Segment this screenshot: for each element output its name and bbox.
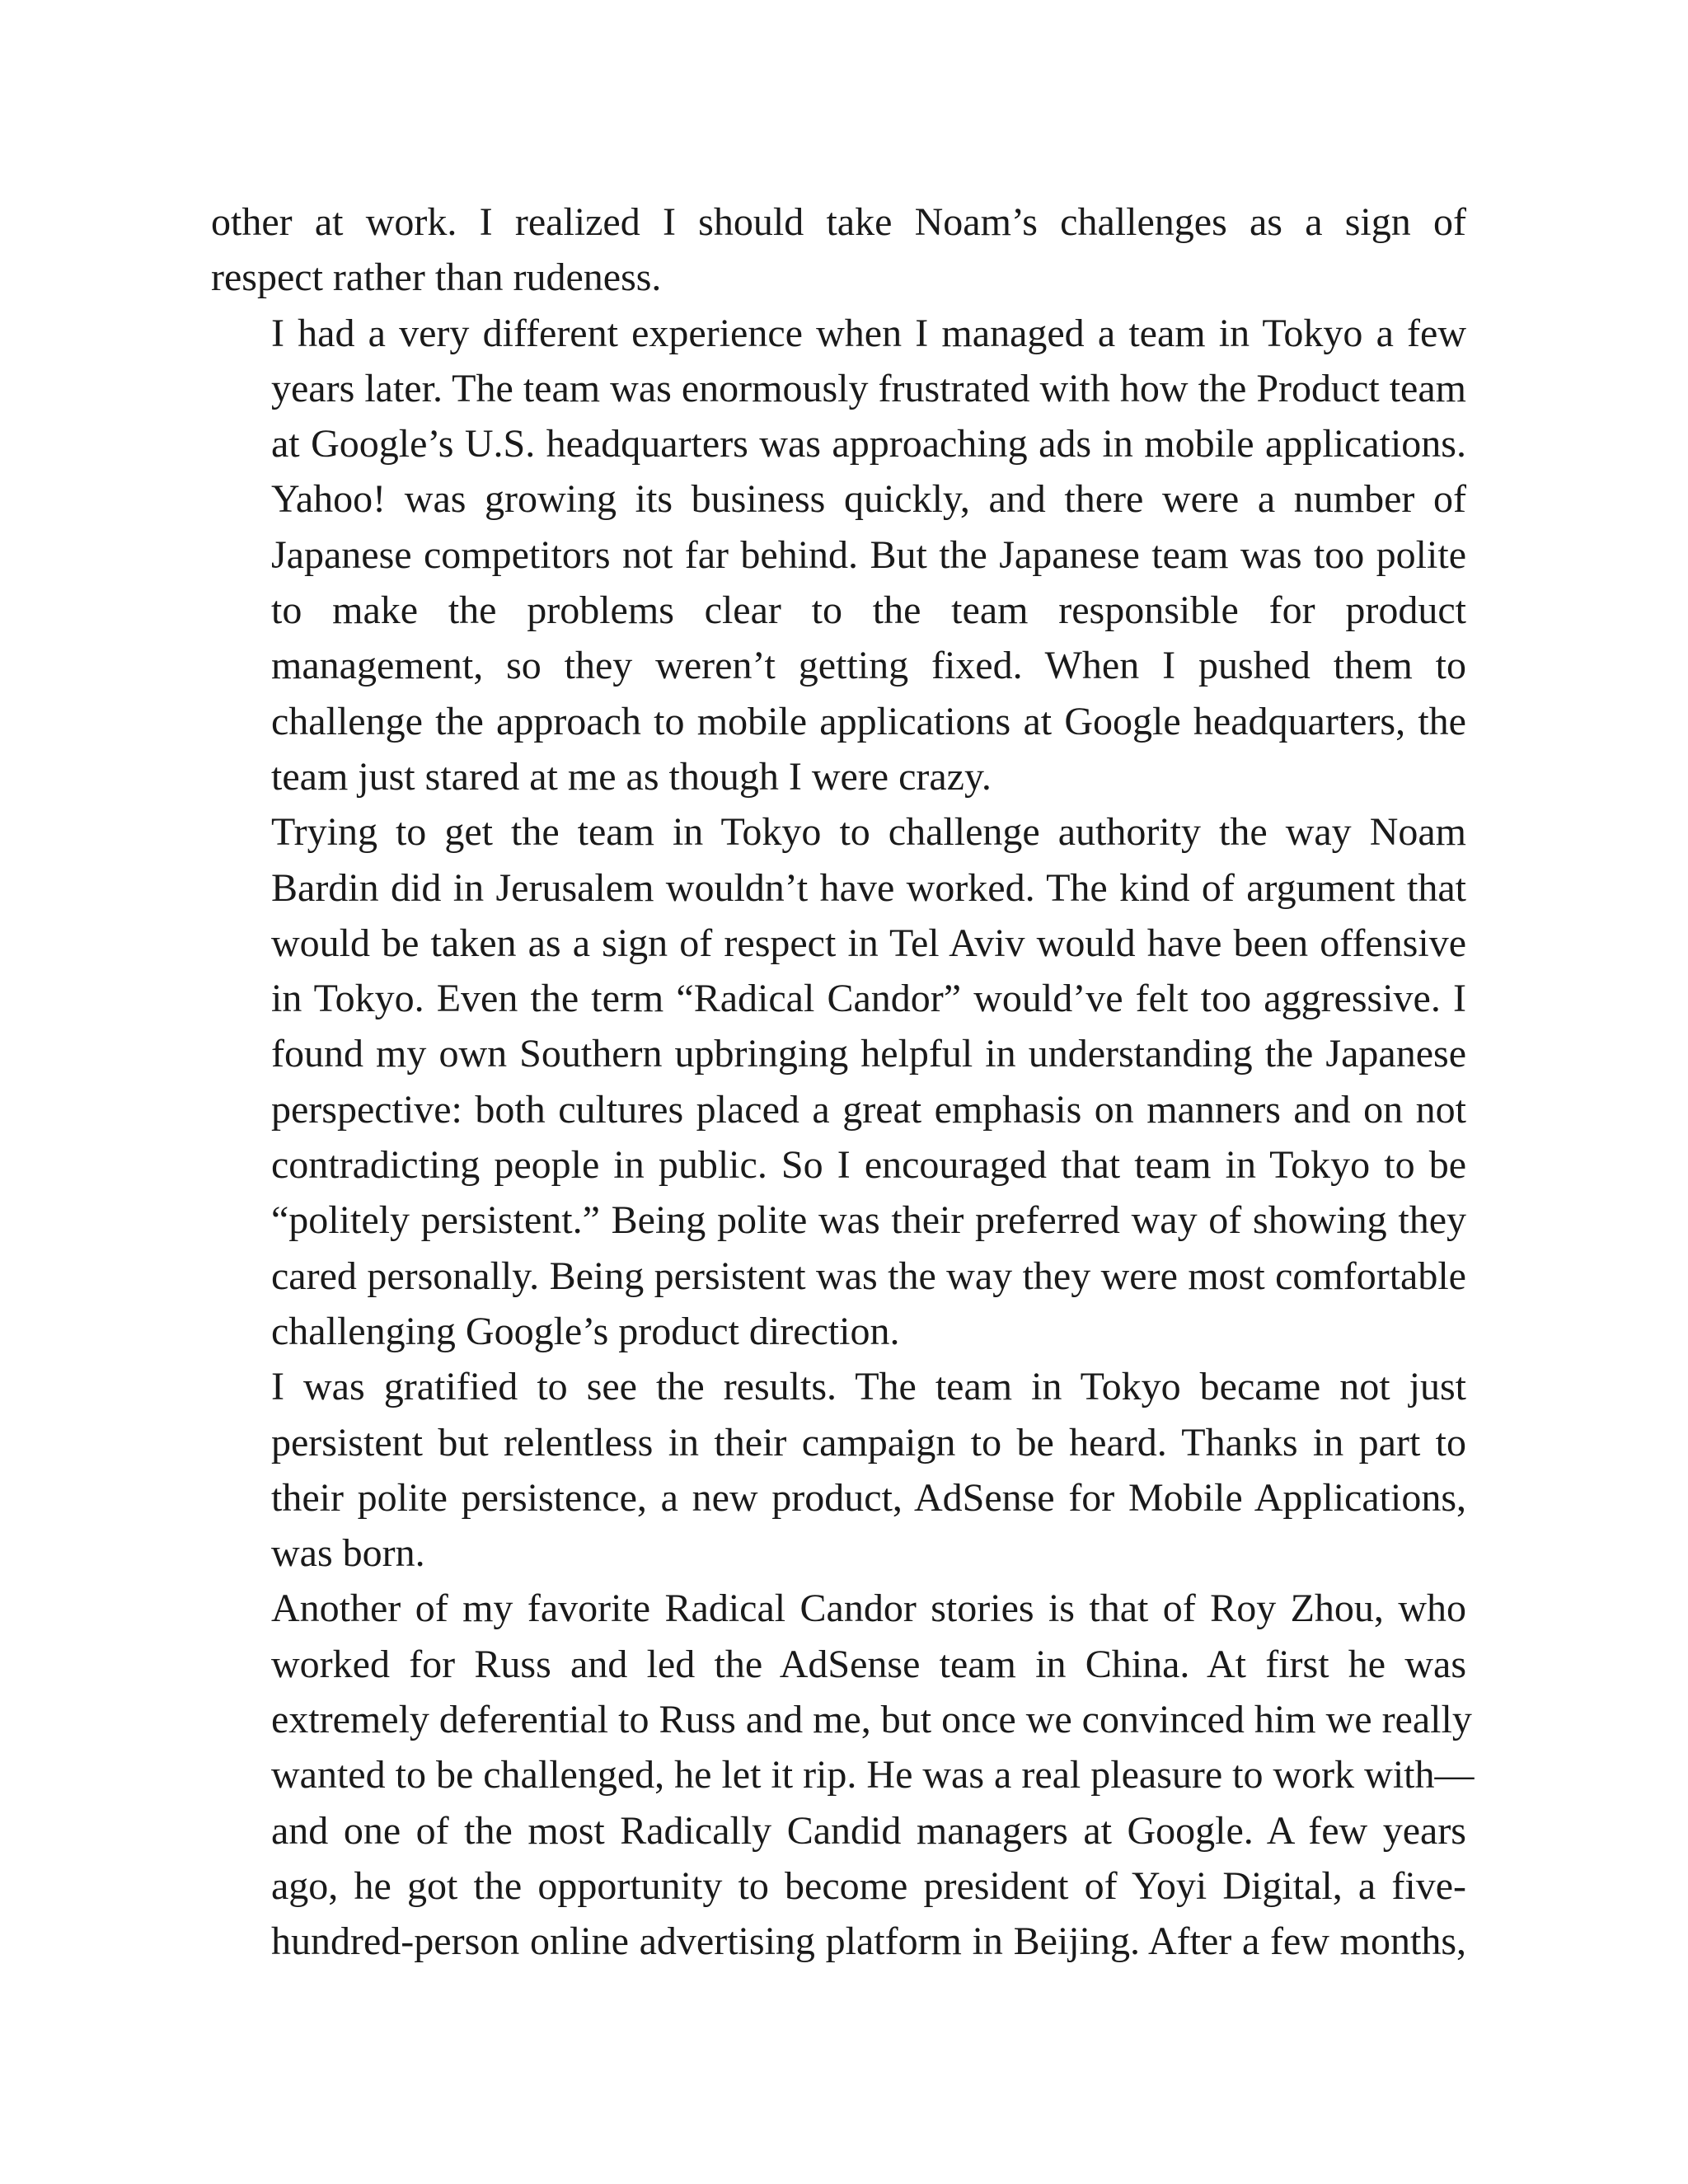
text-line: would be taken as a sign of respect in Tel Aviv would have been offensive — [271, 921, 1466, 965]
text-line: to make the problems clear to the team responsible for product — [271, 588, 1466, 633]
text-line: Yahoo! was growing its business quickly, and there were a number of — [271, 477, 1466, 522]
text-line: I was gratified to see the results. The team in Tokyo became not just — [271, 1365, 1466, 1409]
text-line: contradicting people in public. So I encouraged that team in Tokyo to be — [271, 1143, 1466, 1188]
text-line: wanted to be challenged, he let it rip. He was a real pleasure to work with— — [271, 1753, 1475, 1797]
paragraph — [211, 1359, 1466, 1581]
text-line: in Tokyo. Even the term “Radical Candor” would’ve felt too aggressive. I — [271, 977, 1466, 1021]
text-line: was born. — [271, 1531, 425, 1576]
text-line: Bardin did in Jerusalem wouldn’t have worked. The kind of argument that — [271, 865, 1466, 910]
paragraph — [211, 1581, 1475, 1969]
text-line: hundred-person online advertising platform in Beijing. After a few months, — [271, 1919, 1466, 1964]
text-line: I had a very different experience when I managed a team in Tokyo a few — [271, 311, 1466, 355]
paragraph — [211, 194, 1466, 306]
text-line: team just stared at me as though I were crazy. — [271, 754, 992, 799]
text-line: their polite persistence, a new product, AdSense for Mobile Applications, — [271, 1475, 1466, 1520]
text-line: Japanese competitors not far behind. But the Japanese team was too polite — [271, 532, 1466, 577]
text-line: worked for Russ and led the AdSense team in China. At first he was — [271, 1642, 1466, 1686]
text-line: challenging Google’s product direction. — [271, 1309, 900, 1353]
text-line: respect rather than rudeness. — [211, 255, 662, 300]
text-line: cared personally. Being persistent was the way they were most comfortable — [271, 1254, 1466, 1298]
text-line: Another of my favorite Radical Candor stories is that of Roy Zhou, who — [271, 1586, 1466, 1631]
text-line: other at work. I realized I should take Noam’s challenges as a sign of — [211, 200, 1466, 244]
text-line: years later. The team was enormously frustrated with how the Product team — [271, 366, 1466, 410]
text-line: perspective: both cultures placed a great emphasis on manners and on not — [271, 1087, 1466, 1132]
text-line: extremely deferential to Russ and me, but once we convinced him we really — [271, 1698, 1472, 1742]
text-line: challenge the approach to mobile applications at Google headquarters, the — [271, 699, 1466, 743]
text-line: Trying to get the team in Tokyo to challenge authority the way Noam — [271, 810, 1466, 855]
text-line: management, so they weren’t getting fixed. When I pushed them to — [271, 644, 1466, 688]
text-line: at Google’s U.S. headquarters was approaching ads in mobile applications. — [271, 422, 1466, 466]
paragraph — [211, 804, 1466, 1359]
text-line: ago, he got the opportunity to become president of Yoyi Digital, a five- — [271, 1863, 1466, 1908]
paragraph — [211, 306, 1466, 805]
body-text — [211, 194, 1475, 1970]
text-line: persistent but relentless in their campaign to be heard. Thanks in part to — [271, 1420, 1466, 1465]
text-line: “politely persistent.” Being polite was their preferred way of showing they — [271, 1198, 1466, 1243]
text-line: and one of the most Radically Candid managers at Google. A few years — [271, 1808, 1466, 1853]
text-line: found my own Southern upbringing helpful in understanding the Japanese — [271, 1032, 1466, 1076]
